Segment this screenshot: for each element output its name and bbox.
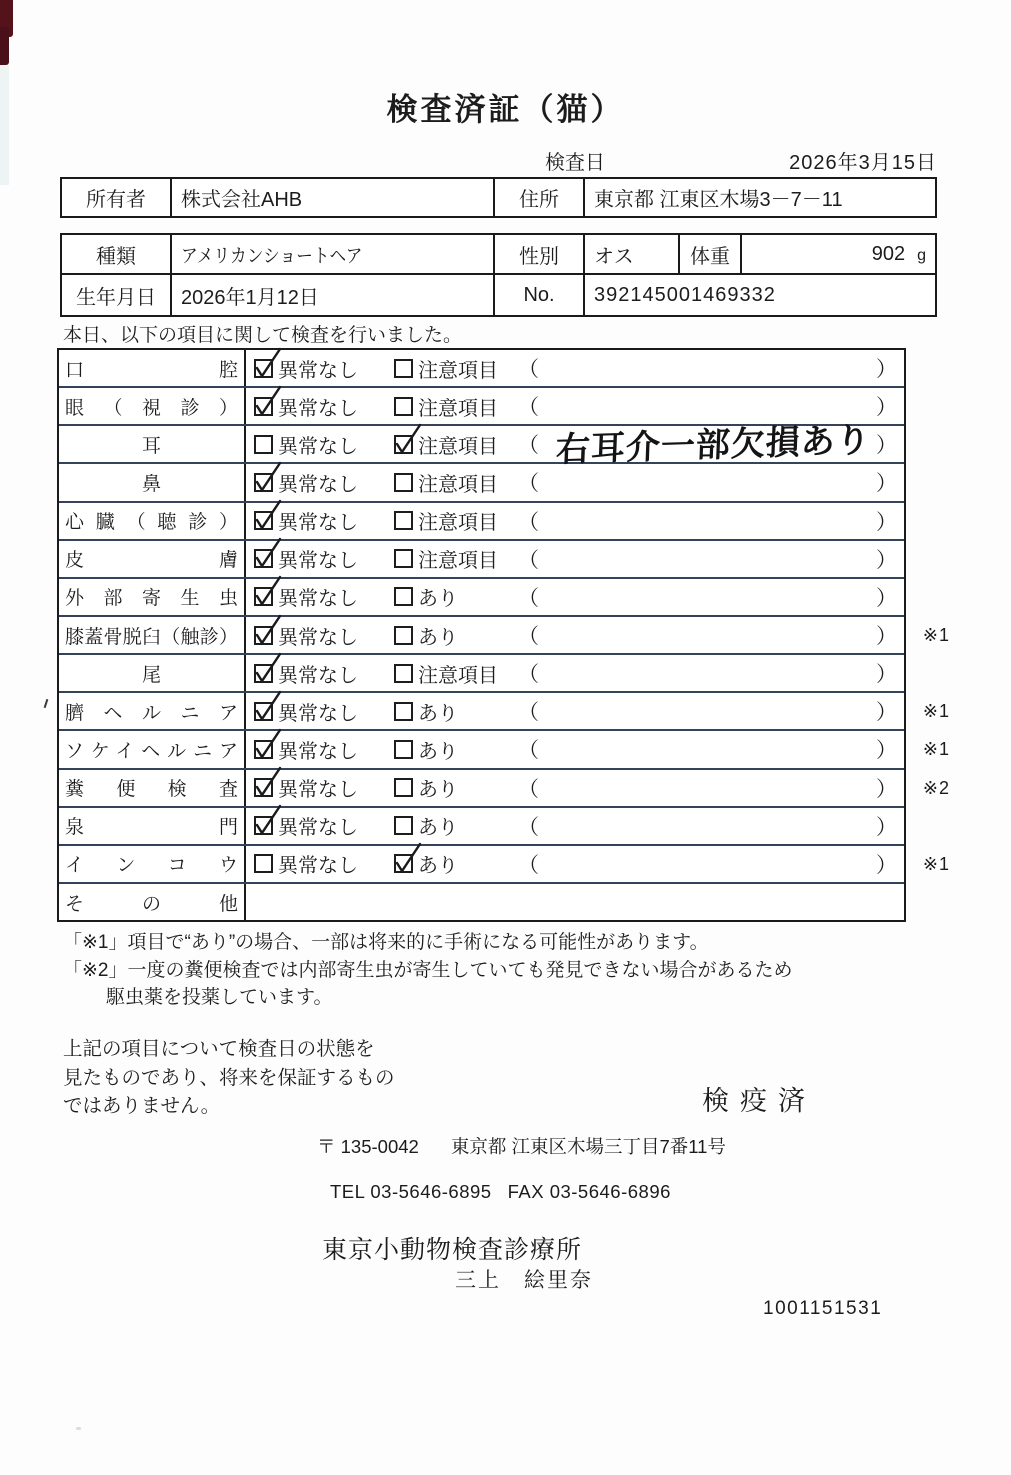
note-paren-open: （: [518, 815, 539, 839]
clinic-phone-line: [330, 1181, 671, 1203]
veterinarian-name: 三上 絵里奈: [455, 1269, 593, 1292]
footnotes: [63, 929, 793, 1012]
note-paren-open: （: [518, 586, 539, 610]
option-normal: [254, 506, 358, 535]
option-normal-label: 異常なし: [278, 855, 358, 878]
row-label: インコウ: [65, 855, 238, 877]
option-normal: [254, 392, 358, 421]
row-content-cell: [246, 464, 904, 500]
inspection-row: [59, 655, 904, 693]
option-attention-label: 注意項目: [418, 397, 498, 420]
checkbox-checked-icon: [254, 549, 273, 568]
scan-artifact-mark: [0, 27, 9, 65]
option-attention-label: あり: [418, 588, 458, 611]
row-label: 耳: [141, 435, 161, 457]
note-paren-close: ）: [876, 434, 897, 458]
row-content-cell: [246, 350, 904, 386]
option-normal: [254, 849, 358, 878]
note-paren-open: （: [518, 701, 539, 725]
checkbox-icon: [394, 740, 413, 759]
checkbox-icon: [394, 702, 413, 721]
clinic-street-address: 東京都 江東区木場三丁目7番11号: [450, 1136, 726, 1157]
option-normal-label: 異常なし: [278, 397, 358, 420]
species-value: アメリカンショートヘア: [172, 235, 495, 273]
checkbox-icon: [394, 587, 413, 606]
option-normal: [254, 582, 358, 611]
checkbox-checked-icon: [254, 587, 273, 606]
checkbox-checked-icon: [254, 397, 273, 416]
note-paren-open: （: [518, 777, 539, 801]
option-attention: [394, 544, 498, 573]
reference-mark: ※2: [922, 777, 950, 798]
scan-artifact-tick: [44, 699, 49, 708]
inspection-row: [59, 770, 950, 808]
note-paren-open: （: [518, 396, 539, 420]
note-paren-close: ）: [876, 777, 897, 801]
row-content-cell: [246, 731, 950, 767]
address-value: 東京都 江東区木場3－7－11: [594, 189, 843, 211]
option-normal-label: 異常なし: [278, 588, 358, 611]
note-paren-close: ）: [876, 853, 897, 877]
option-normal: [254, 773, 358, 802]
option-attention-label: あり: [418, 626, 458, 649]
checkbox-icon: [394, 359, 413, 378]
option-normal: [254, 811, 358, 840]
note-paren-close: ）: [876, 472, 897, 496]
checkbox-icon: [394, 816, 413, 835]
option-attention: [394, 659, 498, 688]
note-paren-open: （: [518, 548, 539, 572]
inspection-row: [59, 541, 904, 579]
clinic-address-line: [317, 1133, 726, 1159]
option-normal-label: 異常なし: [278, 779, 358, 802]
row-label: 皮膚: [65, 550, 238, 572]
option-normal: [254, 621, 358, 650]
option-attention-label: 注意項目: [418, 550, 498, 573]
inspection-row: [59, 808, 904, 846]
option-normal-label: 異常なし: [278, 473, 358, 496]
note-paren-open: （: [518, 663, 539, 687]
reference-mark: ※1: [922, 739, 950, 760]
note-paren-close: ）: [876, 701, 897, 725]
row-label: 眼（視診）: [65, 397, 238, 419]
note-paren-close: ）: [876, 815, 897, 839]
option-attention-label: あり: [418, 779, 458, 802]
option-attention: [394, 430, 498, 459]
option-normal-label: 異常なし: [278, 626, 358, 649]
row-content-cell: [246, 770, 950, 806]
serial-number: 1001151531: [763, 1298, 883, 1319]
page-title: 検査済証（猫）: [386, 92, 625, 127]
option-normal: [254, 697, 358, 726]
option-normal-label: 異常なし: [278, 702, 358, 725]
note-paren-close: ）: [876, 548, 897, 572]
option-attention: [394, 506, 498, 535]
checkbox-icon: [394, 626, 413, 645]
row-content-cell: [246, 884, 904, 920]
option-normal-label: 異常なし: [278, 550, 358, 573]
row-content-cell: [246, 846, 950, 882]
checkbox-checked-icon: [254, 778, 273, 797]
inspection-row: [59, 693, 950, 731]
checkbox-icon: [394, 778, 413, 797]
row-label: 膝蓋骨脱臼（触診）: [65, 626, 238, 648]
pet-info-table: [60, 233, 937, 317]
checkbox-icon: [254, 854, 273, 873]
inspection-row: [59, 464, 904, 502]
option-normal-label: 異常なし: [278, 817, 358, 840]
note-paren-open: （: [518, 739, 539, 763]
row-label: 外部寄生虫: [65, 588, 238, 610]
row-label: その他: [65, 893, 238, 915]
option-normal-label: 異常なし: [278, 664, 358, 687]
option-attention-label: 注意項目: [418, 473, 498, 496]
checkbox-checked-icon: [254, 626, 273, 645]
option-attention-label: 注意項目: [418, 664, 498, 687]
row-label: 尾: [141, 664, 161, 686]
row-label-cell: [59, 350, 246, 386]
checkbox-checked-icon: [394, 435, 413, 454]
checkbox-icon: [394, 397, 413, 416]
row-label-cell: [59, 770, 246, 806]
checkbox-checked-icon: [254, 511, 273, 530]
option-attention: [394, 697, 458, 726]
note-paren-close: ）: [876, 663, 897, 687]
row-content-cell: [246, 808, 904, 844]
option-attention-label: 注意項目: [418, 435, 498, 458]
inspection-row: [59, 731, 950, 769]
note-paren-open: （: [518, 358, 539, 382]
row-content-cell: [246, 693, 950, 729]
statement-text: 本日、以下の項目に関して検査を行いました。: [63, 325, 463, 346]
option-attention-label: あり: [418, 855, 458, 878]
note-paren-open: （: [518, 625, 539, 649]
checkbox-icon: [394, 511, 413, 530]
row-label: 臍ヘルニア: [65, 702, 238, 724]
option-normal-label: 異常なし: [278, 512, 358, 535]
row-label-cell: [59, 617, 246, 653]
species-label: 種類: [62, 235, 172, 273]
row-label: 鼻: [141, 473, 161, 495]
option-attention-label: あり: [418, 702, 458, 725]
row-content-cell: [246, 541, 904, 577]
checkbox-icon: [254, 435, 273, 454]
quarantine-stamp: 検疫済: [702, 1086, 816, 1116]
no-value: 392145001469332: [594, 283, 776, 306]
row-label-cell: [59, 884, 246, 920]
option-attention-label: あり: [418, 740, 458, 763]
note-paren-close: ）: [876, 586, 897, 610]
birthdate-value: 2026年1月12日: [172, 275, 495, 315]
inspection-row: [59, 421, 904, 470]
row-label-cell: [59, 426, 246, 462]
postal-code: 〒 135-0042: [317, 1136, 419, 1157]
handwritten-note: 右耳介一部欠損あり: [555, 421, 872, 470]
inspection-date-value: 2026年3月15日: [789, 152, 937, 174]
reference-mark: ※1: [922, 701, 950, 722]
option-normal: [254, 659, 358, 688]
option-normal: [254, 468, 358, 497]
address-label: 住所: [495, 179, 585, 216]
checkbox-checked-icon: [254, 702, 273, 721]
inspection-row: [59, 884, 904, 920]
row-label-cell: [59, 808, 246, 844]
checkbox-icon: [394, 664, 413, 683]
note-paren-open: （: [518, 853, 539, 877]
row-label: 口腔: [65, 359, 238, 381]
row-label-cell: [59, 541, 246, 577]
reference-mark: ※1: [922, 624, 950, 645]
tel-number: TEL 03-5646-6895: [330, 1181, 492, 1202]
option-normal-label: 異常なし: [278, 740, 358, 763]
option-normal: [254, 544, 358, 573]
weight-unit: g: [917, 247, 926, 264]
option-normal: [254, 430, 358, 459]
option-normal-label: 異常なし: [278, 435, 358, 458]
checkbox-checked-icon: [254, 740, 273, 759]
owner-value: 株式会社AHB: [172, 179, 495, 216]
note-paren-open: （: [518, 472, 539, 496]
sex-label: 性別: [495, 235, 585, 273]
birthdate-label: 生年月日: [62, 275, 172, 315]
note-paren-open: （: [518, 434, 539, 458]
row-label-cell: [59, 693, 246, 729]
option-attention: [394, 468, 498, 497]
scan-artifact-dot: [76, 1427, 81, 1430]
option-attention: [394, 849, 458, 878]
row-content-cell: [246, 655, 904, 691]
sex-value: オス: [585, 235, 680, 273]
option-attention-label: 注意項目: [418, 359, 498, 382]
checkbox-icon: [394, 473, 413, 492]
inspection-row: [59, 846, 950, 884]
inspection-table: [57, 348, 950, 922]
disclaimer: 上記の項目について検査日の状態を 見たものであり、将来を保証するもの ではありません。: [63, 1038, 395, 1117]
checkbox-icon: [394, 549, 413, 568]
note-paren-open: （: [518, 510, 539, 534]
note-paren-close: ）: [876, 510, 897, 534]
row-label: 泉門: [65, 817, 238, 839]
option-attention: [394, 735, 458, 764]
note-paren-close: ）: [876, 625, 897, 649]
checkbox-checked-icon: [254, 473, 273, 492]
row-content-cell: [246, 579, 904, 615]
option-normal: [254, 735, 358, 764]
row-label-cell: [59, 579, 246, 615]
no-label: No.: [495, 275, 585, 315]
option-attention: [394, 621, 458, 650]
row-label-cell: [59, 846, 246, 882]
row-label: ソケイヘルニア: [65, 740, 238, 762]
note-paren-close: ）: [876, 739, 897, 763]
row-label-cell: [59, 388, 246, 424]
checkbox-checked-icon: [394, 854, 413, 873]
owner-label: 所有者: [62, 179, 172, 216]
option-attention: [394, 582, 458, 611]
note-paren-close: ）: [876, 358, 897, 382]
option-attention: [394, 392, 498, 421]
row-label-cell: [59, 464, 246, 500]
inspection-row: [59, 350, 904, 388]
fax-number: FAX 03-5646-6896: [507, 1181, 671, 1202]
note-paren-close: ）: [876, 396, 897, 420]
checkbox-checked-icon: [254, 664, 273, 683]
footnote-1: 「※1」項目で“あり”の場合、一部は将来的に手術になる可能性があります。: [63, 932, 709, 953]
checkbox-checked-icon: [254, 359, 273, 378]
row-label: 心臓（聴診）: [65, 512, 238, 534]
weight-value: 902 g: [871, 242, 926, 265]
row-content-cell: [246, 617, 950, 653]
row-label-cell: [59, 655, 246, 691]
row-label: 糞便検査: [65, 779, 238, 801]
row-label-cell: [59, 503, 246, 539]
row-label-cell: [59, 731, 246, 767]
option-normal: [254, 354, 358, 383]
weight-label: 体重: [680, 235, 742, 273]
footnote-2: 「※2」一度の糞便検査では内部寄生虫が寄生していても発見できない場合があるため: [63, 959, 793, 981]
checkbox-checked-icon: [254, 816, 273, 835]
footnote-3: 駆虫薬を投薬しています。: [106, 987, 333, 1008]
option-attention: [394, 773, 458, 802]
inspection-row: [59, 503, 904, 541]
inspection-row: [59, 579, 904, 617]
option-normal-label: 異常なし: [278, 359, 358, 382]
inspection-row: [59, 617, 950, 655]
inspection-date-label: 検査日: [545, 152, 605, 174]
clinic-name: 東京小動物検査診療所: [322, 1236, 583, 1264]
reference-mark: ※1: [922, 853, 950, 874]
row-content-cell: [246, 503, 904, 539]
option-attention: [394, 811, 458, 840]
option-attention-label: 注意項目: [418, 512, 498, 535]
owner-table: [60, 177, 937, 218]
option-attention-label: あり: [418, 817, 458, 840]
row-content-cell: [246, 421, 904, 470]
option-attention: [394, 354, 498, 383]
